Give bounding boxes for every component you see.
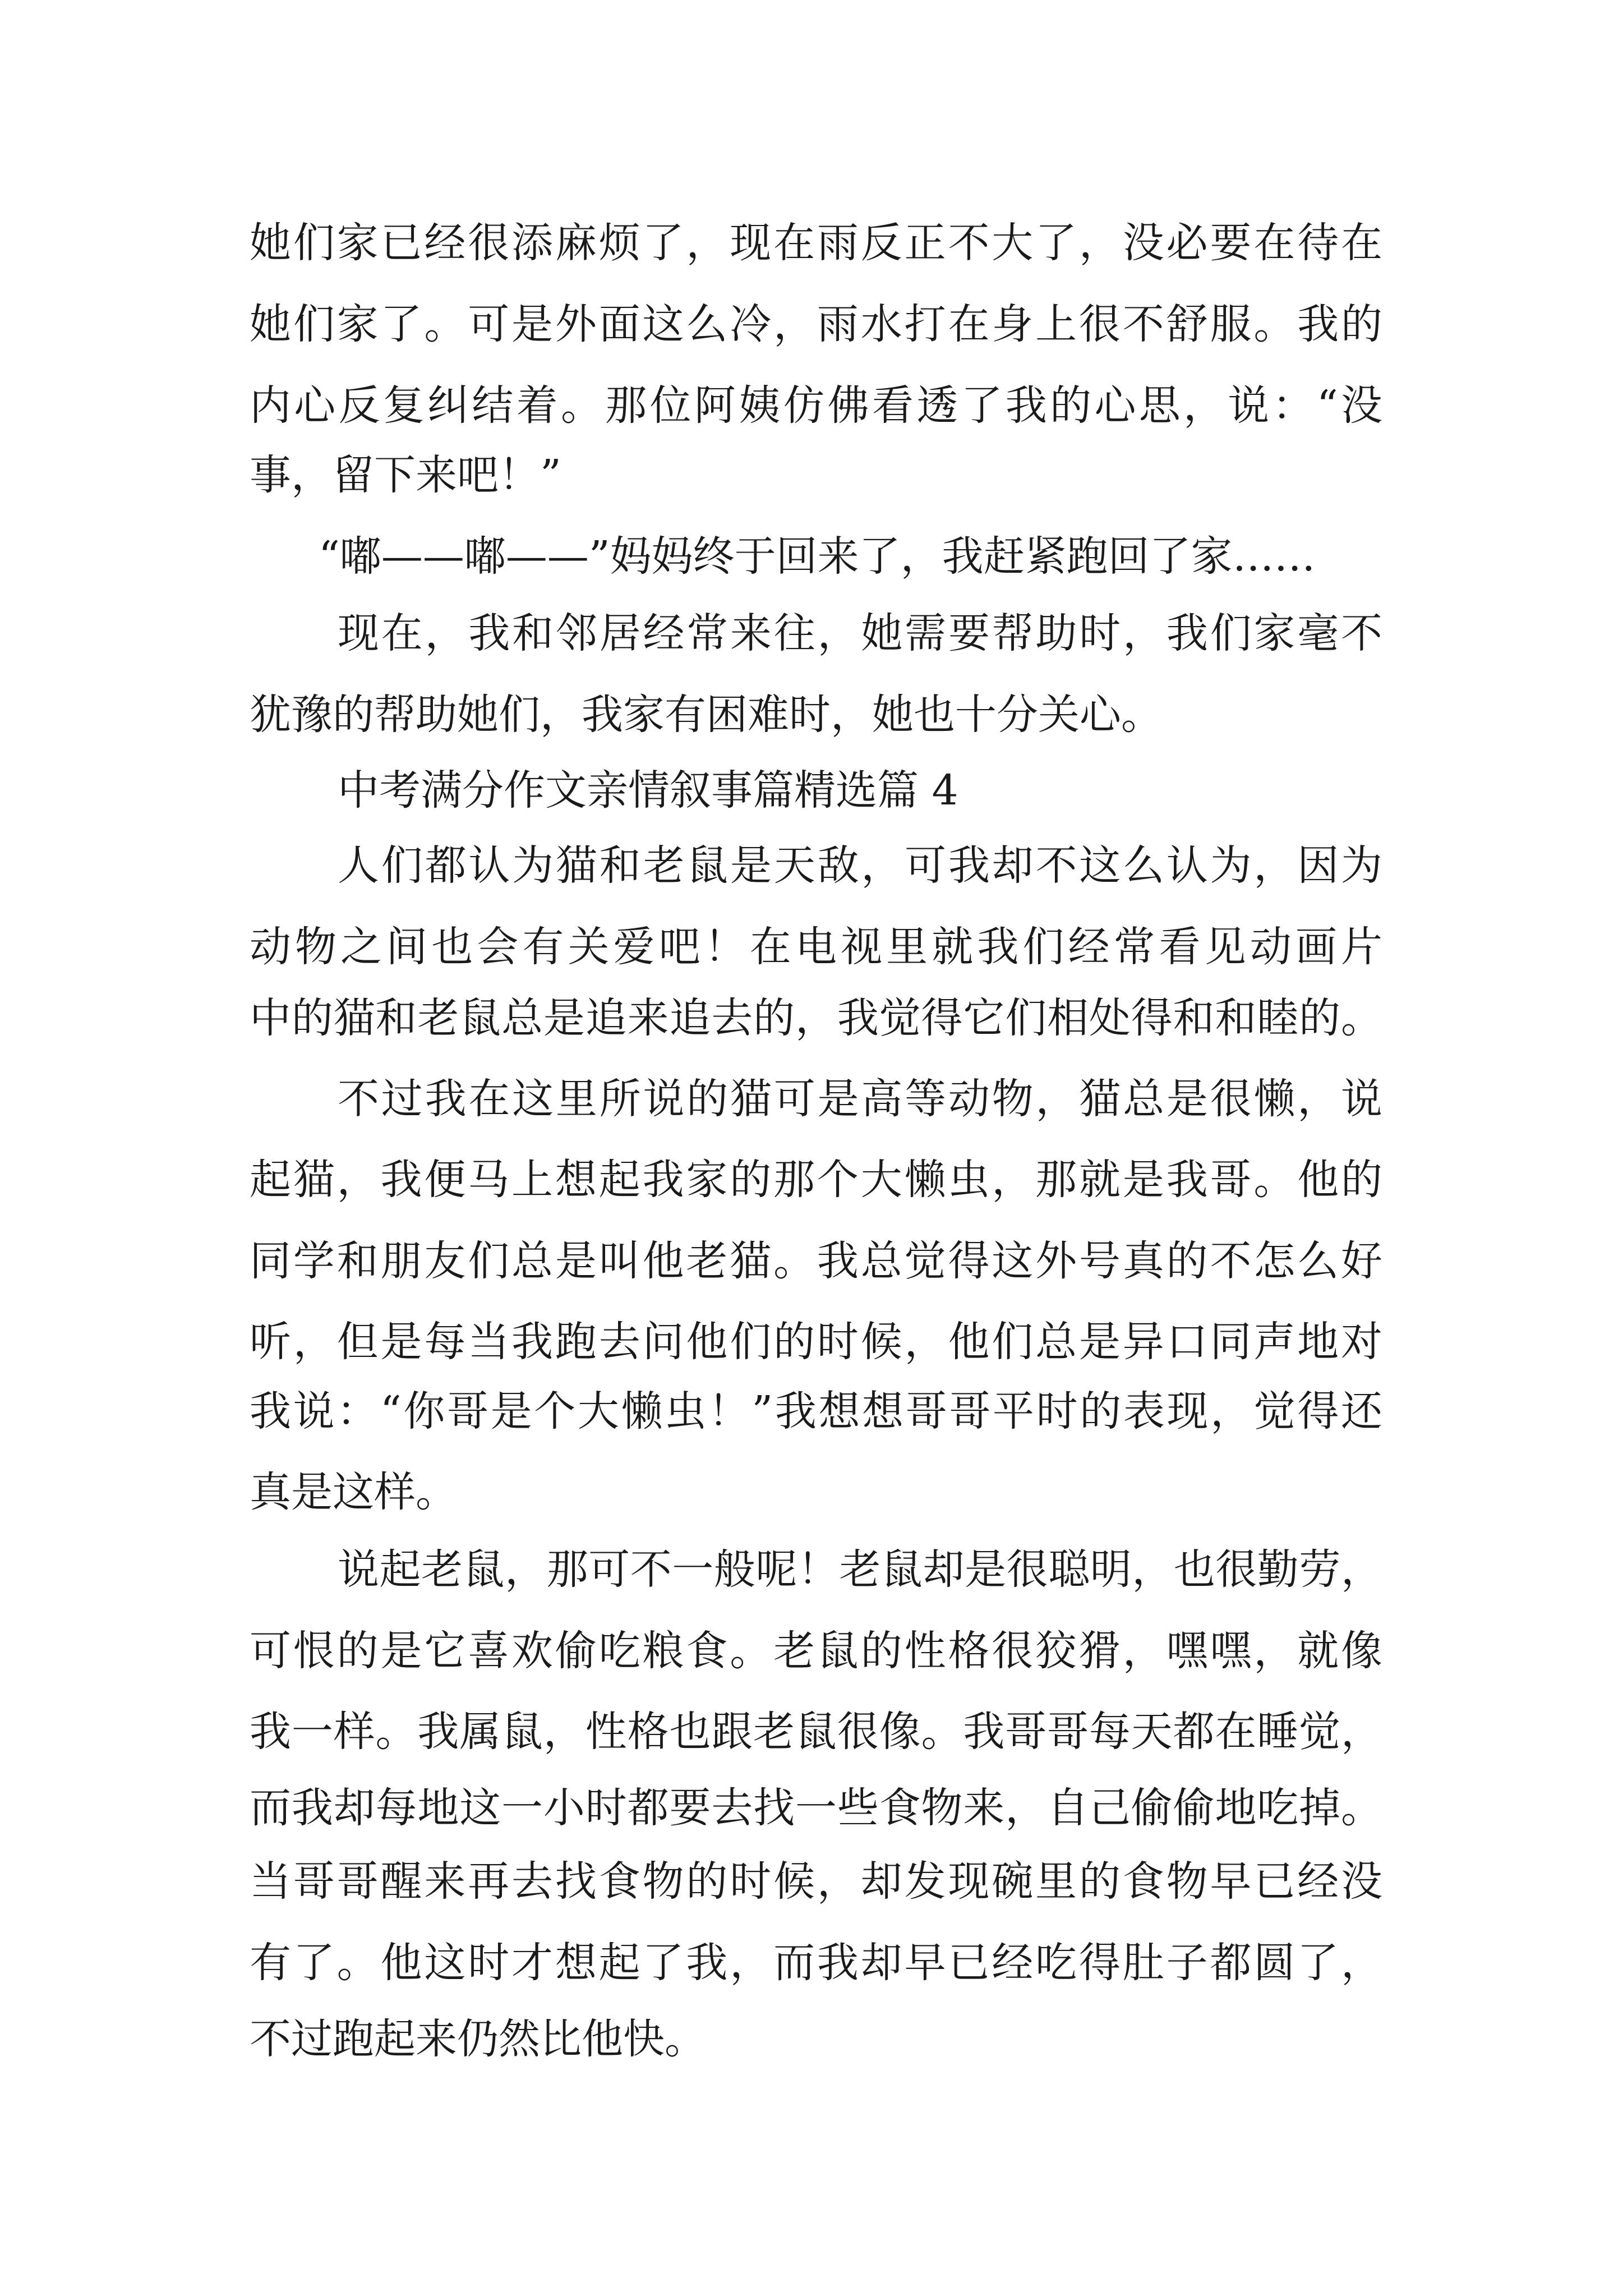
text-line: 现在，我和邻居经常来往，她需要帮助时，我们家毫不 [338,609,1382,657]
text-line: 不过我在这里所说的猫可是高等动物，猫总是很懒，说 [338,1075,1382,1123]
text-line: 我说：“你哥是个大懒虫！”我想想哥哥平时的表现，觉得还 [250,1387,1382,1435]
text-line: 内心反复纠结着。那位阿姨仿佛看透了我的心思，说：“没 [250,381,1382,430]
text-line: 有了。他这时才想起了我，而我却早已经吃得肚子都圆了， [250,1939,1382,1987]
text-line: 真是这样。 [250,1468,457,1516]
text-line: 中的猫和老鼠总是追来追去的，我觉得它们相处得和和睦的。 [250,994,1382,1042]
text-line: 起猫，我便马上想起我家的那个大懒虫，那就是我哥。他的 [250,1156,1382,1204]
text-line: 她们家了。可是外面这么冷，雨水打在身上很不舒服。我的 [250,300,1382,348]
text-line: 不过跑起来仍然比他快。 [250,2015,706,2063]
text-line: 听，但是每当我跑去问他们的时候，他们总是异口同声地对 [250,1318,1382,1366]
text-line: 动物之间也会有关爱吧！在电视里就我们经常看见动画片 [250,923,1382,971]
text-line: 她们家已经很添麻烦了，现在雨反正不大了，没必要在待在 [250,219,1382,267]
section-heading: 中考满分作文亲情叙事篇精选篇 4 [338,766,958,815]
text-line: 而我却每地这一小时都要去找一些食物来，自己偷偷地吃掉。 [250,1784,1382,1832]
text-line: 犹豫的帮助她们，我家有困难时，她也十分关心。 [250,691,1163,739]
text-line: 同学和朋友们总是叫他老猫。我总觉得这外号真的不怎么好 [250,1237,1382,1285]
text-line: 当哥哥醒来再去找食物的时候，却发现碗里的食物早已经没 [250,1857,1382,1906]
text-line: 说起老鼠，那可不一般呢！老鼠却是很聪明，也很勤劳， [338,1545,1382,1594]
text-line: 可恨的是它喜欢偷吃粮食。老鼠的性格很狡猾，嘿嘿，就像 [250,1627,1382,1675]
text-line: 我一样。我属鼠，性格也跟老鼠很像。我哥哥每天都在睡觉， [250,1708,1382,1756]
text-line: 人们都认为猫和老鼠是天敌，可我却不这么认为，因为 [338,841,1382,890]
text-line: 事，留下来吧！” [250,451,561,499]
text-line: “嘟——嘟——”妈妈终于回来了，我赶紧跑回了家…… [319,532,1316,581]
